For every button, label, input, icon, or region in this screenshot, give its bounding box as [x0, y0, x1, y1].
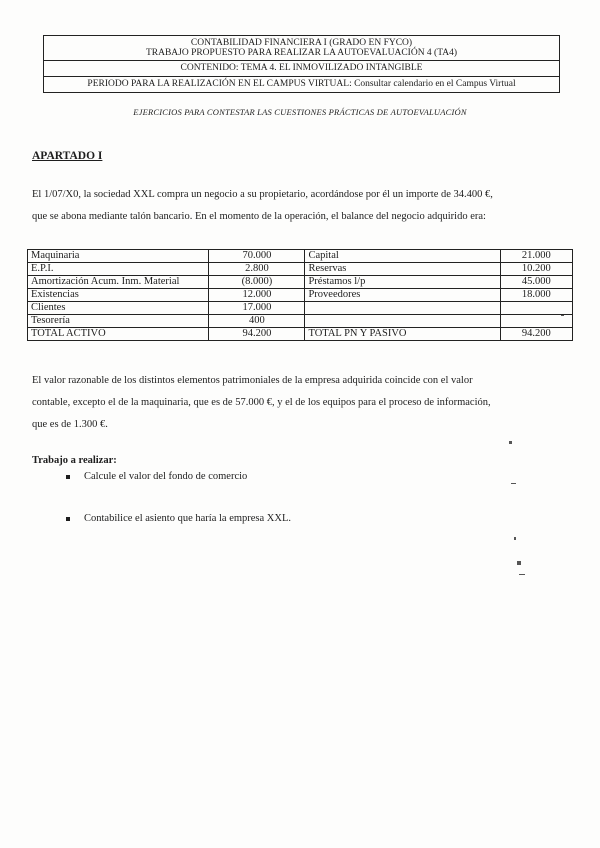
task-item [66, 471, 247, 482]
scan-speck [517, 561, 521, 565]
valuation-line: contable, excepto el de la maquinaria, que es de 57.000 €, y el de los equipos para el proceso de información, [32, 397, 491, 408]
asset-value: 70.000 [209, 250, 305, 263]
liability-value: 18.000 [500, 289, 573, 302]
scan-speck [519, 574, 525, 575]
liability-value: 45.000 [500, 276, 573, 289]
table-row [28, 289, 573, 302]
table-row [28, 315, 573, 328]
task-item-text: Calcule el valor del fondo de comercio [84, 471, 248, 482]
liability-value [500, 315, 573, 328]
liability-name: Capital [305, 250, 500, 263]
header-titles [44, 36, 559, 61]
liability-name [305, 302, 500, 315]
asset-name: E.P.I. [28, 263, 209, 276]
liability-name: Reservas [305, 263, 500, 276]
liability-name: Proveedores [305, 289, 500, 302]
scan-speck [514, 537, 516, 540]
content-topic: CONTENIDO: TEMA 4. EL INMOVILIZADO INTANGIBLE [44, 61, 559, 77]
liability-name [305, 315, 500, 328]
valuation-line: que es de 1.300 €. [32, 419, 108, 430]
scan-speck [509, 441, 512, 444]
liability-value: 10.200 [500, 263, 573, 276]
section-title: APARTADO I [32, 150, 103, 162]
asset-name: Maquinaria [28, 250, 209, 263]
asset-name: Tesorería [28, 315, 209, 328]
scan-speck [511, 483, 516, 484]
scan-speck [561, 315, 564, 316]
total-liability-value: 94.200 [500, 328, 573, 341]
asset-name: Amortización Acum. Inm. Material [28, 276, 209, 289]
course-title: CONTABILIDAD FINANCIERA I (GRADO EN FYCO) [190, 38, 413, 48]
task-title: Trabajo a realizar: [32, 455, 117, 466]
liability-name: Préstamos l/p [305, 276, 500, 289]
total-asset-label: TOTAL ACTIVO [28, 328, 209, 341]
table-row [28, 276, 573, 289]
intro-line: que se abona mediante talón bancario. En el momento de la operación, el balance del negocio adquirido era: [32, 211, 486, 222]
task-item [66, 513, 291, 524]
bullet-icon [66, 517, 70, 521]
table-row [28, 302, 573, 315]
bullet-icon [66, 475, 70, 479]
asset-value: (8.000) [209, 276, 305, 289]
task-item-text: Contabilice el asiento que haría la empresa XXL. [84, 513, 292, 524]
intro-paragraph [32, 184, 577, 228]
asset-value: 400 [209, 315, 305, 328]
table-row [28, 263, 573, 276]
asset-value: 12.000 [209, 289, 305, 302]
intro-line: El 1/07/X0, la sociedad XXL compra un negocio a su propietario, acordándose por él un importe de 34.400 €, [32, 189, 493, 200]
balance-table [27, 249, 573, 341]
assignment-title: TRABAJO PROPUESTO PARA REALIZAR LA AUTOEVALUACIÓN 4 (TA4) [145, 48, 458, 58]
total-asset-value: 94.200 [209, 328, 305, 341]
liability-value [500, 302, 573, 315]
table-row [28, 250, 573, 263]
asset-value: 2.800 [209, 263, 305, 276]
asset-name: Clientes [28, 302, 209, 315]
valuation-paragraph [32, 370, 577, 436]
total-liability-label: TOTAL PN Y PASIVO [305, 328, 500, 341]
asset-name: Existencias [28, 289, 209, 302]
valuation-line: El valor razonable de los distintos elementos patrimoniales de la empresa adquirida coincide con el valor [32, 375, 473, 386]
header-box [43, 35, 560, 93]
liability-value: 21.000 [500, 250, 573, 263]
exercise-subtitle: EJERCICIOS PARA CONTESTAR LAS CUESTIONES PRÁCTICAS DE AUTOEVALUACIÓN [133, 107, 467, 117]
total-row [28, 328, 573, 341]
asset-value: 17.000 [209, 302, 305, 315]
period-note: PERIODO PARA LA REALIZACIÓN EN EL CAMPUS VIRTUAL: Consultar calendario en el Campus Virtual [87, 79, 516, 89]
